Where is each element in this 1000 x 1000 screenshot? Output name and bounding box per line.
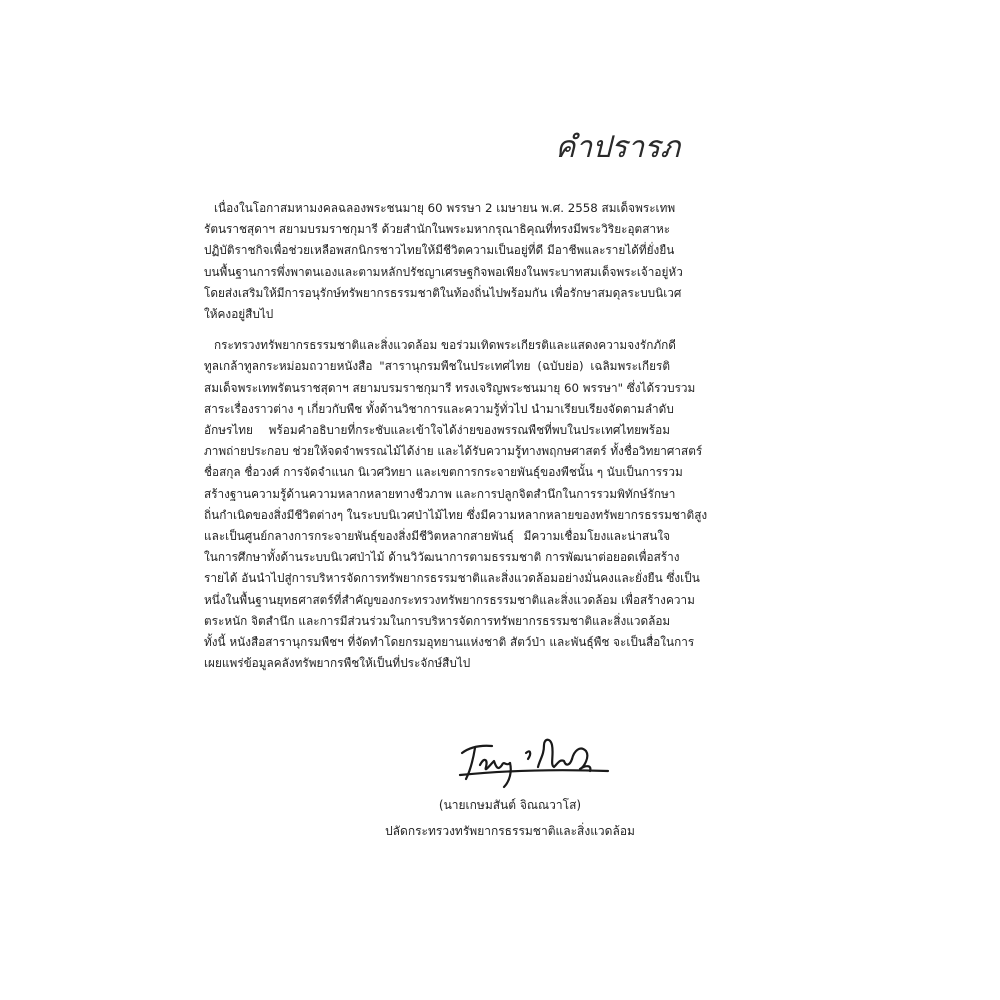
paragraph-2 <box>204 335 708 674</box>
text-line: รายได้ อันนำไปสู่การบริหารจัดการทรัพยากรธรรมชาติและสิ่งแวดล้อมอย่างมั่นคงและยั่งยืน ซึ่งเป็น <box>204 571 700 586</box>
text-line: ทั้งนี้ หนังสือสารานุกรมพืชฯ ที่จัดทำโดยกรมอุทยานแห่งชาติ สัตว์ป่า และพันธุ์พืช จะเป็นสื่อในการ <box>204 635 695 650</box>
text-line: ตระหนัก จิตสำนึก และการมีส่วนร่วมในการบริหารจัดการทรัพยากรธรรมชาติและสิ่งแวดล้อม <box>204 613 671 628</box>
text-line: ชื่อสกุล ชื่อวงศ์ การจัดจำแนก นิเวศวิทยา และเขตการกระจายพันธุ์ของพืชนั้น ๆ นับเป็นการรวม <box>204 465 683 480</box>
text-line: ในการศึกษาทั้งด้านระบบนิเวศป่าไม้ ด้านวิวัฒนาการตามธรรมชาติ การพัฒนาต่อยอดเพื่อสร้าง <box>204 550 680 565</box>
signer-title: ปลัดกระทรวงทรัพยากรธรรมชาติและสิ่งแวดล้อม <box>385 824 635 838</box>
text-line: กระทรวงทรัพยากรธรรมชาติและสิ่งแวดล้อม ขอร่วมเทิดพระเกียรติและแสดงความจงรักภักดี <box>214 338 676 353</box>
text-line: เผยแพร่ข้อมูลคลังทรัพยากรพืชให้เป็นที่ประจักษ์สืบไป <box>204 656 471 671</box>
page-title: คำปรารภ <box>555 130 680 165</box>
text-line: ภาพถ่ายประกอบ ช่วยให้จดจำพรรณไม้ได้ง่าย และได้รับความรู้ทางพฤกษศาสตร์ ทั้งชื่อวิทยาศาสตร์ <box>204 444 703 459</box>
text-line: เนื่องในโอกาสมหามงคลฉลองพระชนมายุ 60 พรรษา 2 เมษายน พ.ศ. 2558 สมเด็จพระเทพ <box>214 201 676 215</box>
text-line: สร้างฐานความรู้ด้านความหลากหลายทางชีวภาพ และการปลูกจิตสำนึกในการรวมพิทักษ์รักษา <box>204 486 676 501</box>
text-line: สมเด็จพระเทพรัตนราชสุดาฯ สยามบรมราชกุมารี ทรงเจริญพระชนมายุ 60 พรรษา" ซึ่งได้รวบรวม <box>204 380 696 395</box>
text-line: หนึ่งในพื้นฐานยุทธศาสตร์ที่สำคัญของกระทรวงทรัพยากรธรรมชาติและสิ่งแวดล้อม เพื่อสร้างความ <box>204 592 695 607</box>
text-line: บนพื้นฐานการพึ่งพาตนเองและตามหลักปรัชญาเศรษฐกิจพอเพียงในพระบาทสมเด็จพระเจ้าอยู่หัว <box>204 264 683 279</box>
signer-name: (นายเกษมสันต์ จิณณวาโส) <box>438 798 582 812</box>
handwritten-signature <box>440 715 610 795</box>
text-line: รัตนราชสุดาฯ สยามบรมราชกุมารี ด้วยสำนักในพระมหากรุณาธิคุณที่ทรงมีพระวิริยะอุตสาหะ <box>204 222 671 237</box>
text-line: ปฏิบัติราชกิจเพื่อช่วยเหลือพสกนิกรชาวไทยให้มีชีวิตความเป็นอยู่ที่ดี มีอาชีพและรายได้ที่ยั่งยืน <box>204 243 675 258</box>
text-line: สาระเรื่องราวต่าง ๆ เกี่ยวกับพืช ทั้งด้านวิชาการและความรู้ทั่วไป นำมาเรียบเรียงจัดตามลำดับ <box>204 401 674 416</box>
text-line: ถิ่นกำเนิดของสิ่งมีชีวิตต่างๆ ในระบบนิเวศป่าไม้ไทย ซึ่งมีความหลากหลายของทรัพยากรธรรมชาติสูง <box>204 507 708 522</box>
text-line: ให้คงอยู่สืบไป <box>204 307 274 322</box>
text-line: โดยส่งเสริมให้มีการอนุรักษ์ทรัพยากรธรรมชาติในท้องถิ่นไปพร้อมกัน เพื่อรักษาสมดุลระบบนิเวศ <box>204 285 682 300</box>
text-line: ทูลเกล้าทูลกระหม่อมถวายหนังสือ "สารานุกรมพืชในประเทศไทย (ฉบับย่อ) เฉลิมพระเกียรติ <box>204 359 670 374</box>
text-line: และเป็นศูนย์กลางการกระจายพันธุ์ของสิ่งมีชีวิตหลากสายพันธุ์ มีความเชื่อมโยงและน่าสนใจ <box>204 529 670 544</box>
foreword-body <box>204 198 708 674</box>
paragraph-1 <box>204 198 683 325</box>
text-line: อักษรไทย พร้อมคำอธิบายที่กระชับและเข้าใจได้ง่ายของพรรณพืชที่พบในประเทศไทยพร้อม <box>204 423 670 438</box>
